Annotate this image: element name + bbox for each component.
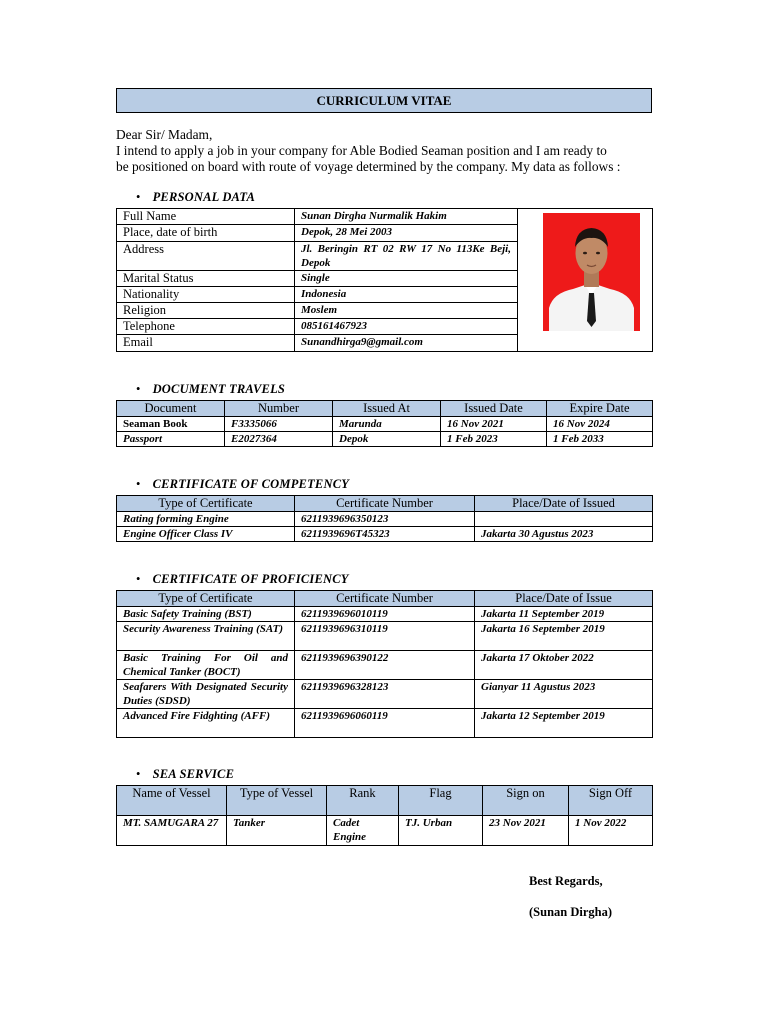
section-competency: • CERTIFICATE OF COMPETENCY xyxy=(136,477,350,491)
value-full-name: Sunan Dirgha Nurmalik Hakim xyxy=(295,209,518,225)
photo-cell xyxy=(518,209,653,352)
label-nationality: Nationality xyxy=(117,287,295,303)
table-row xyxy=(117,622,653,651)
table-cell: Seaman Book xyxy=(117,417,225,432)
table-cell: Marunda xyxy=(333,417,441,432)
document-travels-table xyxy=(116,400,653,447)
table-cell: Advanced Fire Fidghting (AFF) xyxy=(117,709,295,738)
table-cell: Jakarta 16 September 2019 xyxy=(475,622,653,651)
table-row xyxy=(117,527,653,542)
table-cell: Basic Safety Training (BST) xyxy=(117,607,295,622)
value-religion: Moslem xyxy=(295,303,518,319)
page-title: CURRICULUM VITAE xyxy=(116,88,652,113)
table-cell: TJ. Urban xyxy=(399,816,483,846)
salutation: Dear Sir/ Madam, xyxy=(116,127,213,142)
table-header-row xyxy=(117,786,653,816)
table-cell: 6211939696T45323 xyxy=(295,527,475,542)
profile-photo xyxy=(543,213,640,331)
value-email: Sunandhirga9@gmail.com xyxy=(295,335,518,352)
table-cell: 6211939696010119 xyxy=(295,607,475,622)
competency-table xyxy=(116,495,653,542)
column-header: Place/Date of Issued xyxy=(475,496,653,512)
table-cell: 6211939696328123 xyxy=(295,680,475,709)
table-cell: Cadet Engine xyxy=(327,816,399,846)
person-portrait-icon xyxy=(543,213,640,331)
intro-letter xyxy=(116,127,661,175)
label-address: Address xyxy=(117,242,295,271)
table-cell: 16 Nov 2024 xyxy=(547,417,653,432)
table-cell: 6211939696060119 xyxy=(295,709,475,738)
column-header: Type of Certificate xyxy=(117,496,295,512)
table-cell: Jakarta 12 September 2019 xyxy=(475,709,653,738)
table-row xyxy=(117,432,653,447)
table-cell: Engine Officer Class IV xyxy=(117,527,295,542)
table-cell: Gianyar 11 Agustus 2023 xyxy=(475,680,653,709)
intro-line-2: be positioned on board with route of voyage determined by the company. My data as follows : xyxy=(116,159,621,174)
table-cell xyxy=(475,512,653,527)
section-sea-service: • SEA SERVICE xyxy=(136,767,235,781)
table-row xyxy=(117,816,653,846)
label-email: Email xyxy=(117,335,295,352)
column-header: Document xyxy=(117,401,225,417)
value-birth: Depok, 28 Mei 2003 xyxy=(295,225,518,242)
bullet-icon: • xyxy=(136,767,141,781)
table-row xyxy=(117,680,653,709)
table-cell: Security Awareness Training (SAT) xyxy=(117,622,295,651)
column-header: Type of Vessel xyxy=(227,786,327,816)
label-marital: Marital Status xyxy=(117,271,295,287)
table-cell: 6211939696390122 xyxy=(295,651,475,680)
label-full-name: Full Name xyxy=(117,209,295,225)
closing-regards: Best Regards, xyxy=(529,874,603,888)
table-cell: Passport xyxy=(117,432,225,447)
table-cell: Basic Training For Oil and Chemical Tanker (BOCT) xyxy=(117,651,295,680)
bullet-icon: • xyxy=(136,190,141,204)
table-row xyxy=(117,607,653,622)
table-cell: 23 Nov 2021 xyxy=(483,816,569,846)
sea-service-table xyxy=(116,785,653,846)
table-cell: Depok xyxy=(333,432,441,447)
bullet-icon: • xyxy=(136,572,141,586)
column-header: Issued At xyxy=(333,401,441,417)
column-header: Name of Vessel xyxy=(117,786,227,816)
column-header: Certificate Number xyxy=(295,496,475,512)
personal-data-table xyxy=(116,208,653,352)
label-telephone: Telephone xyxy=(117,319,295,335)
value-marital: Single xyxy=(295,271,518,287)
column-header: Expire Date xyxy=(547,401,653,417)
table-cell: Jakarta 30 Agustus 2023 xyxy=(475,527,653,542)
table-cell: E2027364 xyxy=(225,432,333,447)
table-cell: MT. SAMUGARA 27 xyxy=(117,816,227,846)
bullet-icon: • xyxy=(136,477,141,491)
table-row xyxy=(117,651,653,680)
table-header-row xyxy=(117,496,653,512)
value-nationality: Indonesia xyxy=(295,287,518,303)
section-proficiency: • CERTIFICATE OF PROFICIENCY xyxy=(136,572,349,586)
column-header: Sign on xyxy=(483,786,569,816)
column-header: Type of Certificate xyxy=(117,591,295,607)
section-document-travels: • DOCUMENT TRAVELS xyxy=(136,382,286,396)
table-cell: 1 Feb 2023 xyxy=(441,432,547,447)
table-cell: 1 Nov 2022 xyxy=(569,816,653,846)
table-row xyxy=(117,709,653,738)
table-cell: Tanker xyxy=(227,816,327,846)
proficiency-table xyxy=(116,590,653,738)
column-header: Issued Date xyxy=(441,401,547,417)
table-cell: 6211939696350123 xyxy=(295,512,475,527)
table-cell: 6211939696310119 xyxy=(295,622,475,651)
column-header: Flag xyxy=(399,786,483,816)
column-header: Number xyxy=(225,401,333,417)
column-header: Certificate Number xyxy=(295,591,475,607)
label-birth: Place, date of birth xyxy=(117,225,295,242)
column-header: Sign Off xyxy=(569,786,653,816)
section-personal-data: • PERSONAL DATA xyxy=(136,190,256,204)
value-telephone: 085161467923 xyxy=(295,319,518,335)
intro-line-1: I intend to apply a job in your company for Able Bodied Seaman position and I am ready to xyxy=(116,143,607,158)
table-cell: 16 Nov 2021 xyxy=(441,417,547,432)
table-cell: Seafarers With Designated Security Duties (SDSD) xyxy=(117,680,295,709)
table-cell: 1 Feb 2033 xyxy=(547,432,653,447)
table-cell: Rating forming Engine xyxy=(117,512,295,527)
table-row xyxy=(117,417,653,432)
column-header: Rank xyxy=(327,786,399,816)
table-cell: F3335066 xyxy=(225,417,333,432)
table-row xyxy=(117,209,653,225)
table-row xyxy=(117,512,653,527)
table-cell: Jakarta 11 September 2019 xyxy=(475,607,653,622)
signature-name: (Sunan Dirgha) xyxy=(529,905,613,919)
value-address: Jl. Beringin RT 02 RW 17 No 113Ke Beji, Depok xyxy=(295,242,518,271)
table-cell: Jakarta 17 Oktober 2022 xyxy=(475,651,653,680)
column-header: Place/Date of Issue xyxy=(475,591,653,607)
table-header-row xyxy=(117,401,653,417)
label-religion: Religion xyxy=(117,303,295,319)
bullet-icon: • xyxy=(136,382,141,396)
table-header-row xyxy=(117,591,653,607)
